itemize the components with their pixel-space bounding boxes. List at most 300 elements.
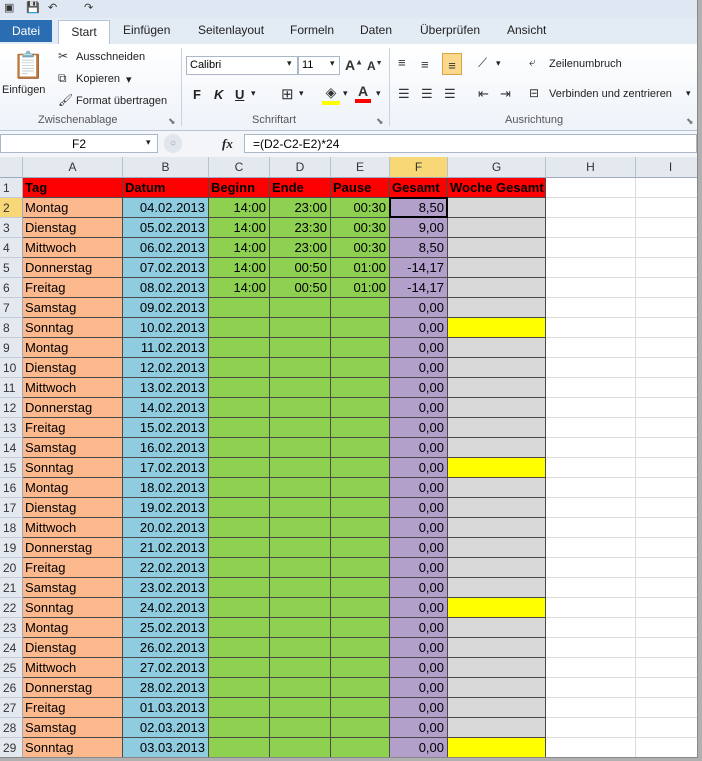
wrap-text-button[interactable]: Zeilenumbruch [549, 58, 622, 70]
table-cell[interactable]: 00:50 [270, 258, 331, 278]
row-header[interactable]: 20 [0, 558, 23, 578]
row-header[interactable]: 5 [0, 258, 23, 278]
row-header[interactable]: 23 [0, 618, 23, 638]
table-cell[interactable]: 00:30 [331, 198, 390, 218]
paste-button[interactable]: Einfügen [2, 84, 46, 96]
empty-cell[interactable] [636, 438, 698, 458]
align-top-icon[interactable]: ≡ [398, 55, 406, 70]
column-header-a[interactable]: A [23, 157, 123, 178]
row-header[interactable]: 25 [0, 658, 23, 678]
tab-formeln[interactable]: Formeln [290, 23, 335, 37]
row-header[interactable]: 10 [0, 358, 23, 378]
table-cell[interactable]: 0,00 [390, 438, 448, 458]
table-cell[interactable]: Dienstag [23, 358, 123, 378]
empty-cell[interactable] [546, 178, 636, 198]
table-cell[interactable]: 24.02.2013 [123, 598, 209, 618]
row-header[interactable]: 22 [0, 598, 23, 618]
table-cell[interactable]: 28.02.2013 [123, 678, 209, 698]
table-cell[interactable] [448, 478, 546, 498]
table-cell[interactable]: Samstag [23, 718, 123, 738]
row-header[interactable]: 14 [0, 438, 23, 458]
table-cell[interactable] [448, 198, 546, 218]
table-cell[interactable]: Freitag [23, 278, 123, 298]
empty-cell[interactable] [636, 198, 698, 218]
table-cell[interactable] [331, 618, 390, 638]
row-header[interactable]: 16 [0, 478, 23, 498]
font-name-box[interactable]: Calibri [186, 56, 298, 75]
underline-dropdown-icon[interactable]: ▾ [251, 88, 256, 98]
table-cell[interactable]: 14:00 [209, 278, 270, 298]
empty-cell[interactable] [636, 358, 698, 378]
empty-cell[interactable] [636, 538, 698, 558]
row-header[interactable]: 7 [0, 298, 23, 318]
row-header[interactable]: 24 [0, 638, 23, 658]
empty-cell[interactable] [636, 378, 698, 398]
table-cell[interactable]: Sonntag [23, 318, 123, 338]
table-cell[interactable]: Montag [23, 338, 123, 358]
empty-cell[interactable] [636, 618, 698, 638]
empty-cell[interactable] [546, 578, 636, 598]
italic-button[interactable]: K [214, 87, 224, 102]
table-cell[interactable] [331, 578, 390, 598]
empty-cell[interactable] [636, 298, 698, 318]
column-header-i[interactable]: I [636, 157, 698, 178]
increase-indent-icon[interactable]: ⇥ [500, 86, 511, 101]
table-cell[interactable]: 04.02.2013 [123, 198, 209, 218]
table-cell[interactable] [448, 278, 546, 298]
table-cell[interactable]: 8,50 [390, 238, 448, 258]
redo-icon[interactable]: ↷ [84, 2, 94, 14]
table-cell[interactable] [270, 298, 331, 318]
table-cell[interactable]: 27.02.2013 [123, 658, 209, 678]
table-cell[interactable] [209, 698, 270, 718]
font-launcher-icon[interactable]: ⬊ [376, 116, 384, 126]
table-cell[interactable]: Montag [23, 618, 123, 638]
table-cell[interactable] [270, 558, 331, 578]
table-cell[interactable] [209, 358, 270, 378]
table-cell[interactable] [270, 578, 331, 598]
row-header[interactable]: 6 [0, 278, 23, 298]
empty-cell[interactable] [546, 418, 636, 438]
table-cell[interactable]: 0,00 [390, 458, 448, 478]
column-header-b[interactable]: B [123, 157, 209, 178]
table-cell[interactable] [331, 418, 390, 438]
table-cell[interactable] [209, 618, 270, 638]
empty-cell[interactable] [636, 458, 698, 478]
copy-button[interactable]: Kopieren [76, 73, 121, 85]
table-cell[interactable]: 0,00 [390, 378, 448, 398]
border-dropdown-icon[interactable]: ▾ [299, 88, 304, 98]
table-cell[interactable] [448, 658, 546, 678]
table-cell[interactable]: Samstag [23, 578, 123, 598]
table-cell[interactable] [209, 518, 270, 538]
table-cell[interactable] [270, 538, 331, 558]
table-cell[interactable]: Donnerstag [23, 538, 123, 558]
empty-cell[interactable] [546, 458, 636, 478]
table-cell[interactable] [331, 678, 390, 698]
table-cell[interactable] [448, 618, 546, 638]
row-header[interactable]: 2 [0, 198, 23, 218]
table-cell[interactable]: 07.02.2013 [123, 258, 209, 278]
table-cell[interactable]: 06.02.2013 [123, 238, 209, 258]
empty-cell[interactable] [636, 578, 698, 598]
table-cell[interactable]: 09.02.2013 [123, 298, 209, 318]
table-cell[interactable]: 25.02.2013 [123, 618, 209, 638]
table-cell[interactable] [448, 638, 546, 658]
table-cell[interactable]: 14:00 [209, 238, 270, 258]
row-header[interactable]: 13 [0, 418, 23, 438]
border-icon[interactable]: ⊞ [281, 86, 294, 103]
table-cell[interactable]: Donnerstag [23, 398, 123, 418]
table-cell[interactable] [209, 578, 270, 598]
column-header-h[interactable]: H [546, 157, 636, 178]
align-middle-icon[interactable]: ≡ [421, 57, 429, 72]
table-cell[interactable]: Samstag [23, 298, 123, 318]
row-header[interactable]: 27 [0, 698, 23, 718]
table-cell[interactable]: 14:00 [209, 198, 270, 218]
table-cell[interactable]: 02.03.2013 [123, 718, 209, 738]
empty-cell[interactable] [636, 658, 698, 678]
table-cell[interactable] [209, 738, 270, 758]
empty-cell[interactable] [546, 598, 636, 618]
table-cell[interactable] [448, 538, 546, 558]
header-cell[interactable]: Woche Gesamt [448, 178, 546, 198]
empty-cell[interactable] [546, 298, 636, 318]
empty-cell[interactable] [546, 198, 636, 218]
row-header[interactable]: 21 [0, 578, 23, 598]
table-cell[interactable] [448, 338, 546, 358]
fill-color-icon[interactable]: ◈ [322, 84, 340, 105]
empty-cell[interactable] [636, 238, 698, 258]
table-cell[interactable]: 03.03.2013 [123, 738, 209, 758]
tab-seitenlayout[interactable]: Seitenlayout [198, 23, 265, 37]
empty-cell[interactable] [546, 558, 636, 578]
table-cell[interactable] [270, 398, 331, 418]
table-cell[interactable] [448, 238, 546, 258]
table-cell[interactable] [331, 438, 390, 458]
table-cell[interactable] [209, 418, 270, 438]
table-cell[interactable] [331, 658, 390, 678]
empty-cell[interactable] [546, 658, 636, 678]
table-cell[interactable] [331, 738, 390, 758]
empty-cell[interactable] [636, 518, 698, 538]
empty-cell[interactable] [636, 218, 698, 238]
table-cell[interactable]: -14,17 [390, 258, 448, 278]
table-cell[interactable] [209, 718, 270, 738]
table-cell[interactable]: 15.02.2013 [123, 418, 209, 438]
cut-button[interactable]: Ausschneiden [76, 51, 146, 63]
table-cell[interactable]: 0,00 [390, 558, 448, 578]
header-cell[interactable]: Gesamt [390, 178, 448, 198]
empty-cell[interactable] [546, 278, 636, 298]
table-cell[interactable]: 01:00 [331, 258, 390, 278]
decrease-indent-icon[interactable]: ⇤ [478, 86, 489, 101]
row-header[interactable]: 3 [0, 218, 23, 238]
table-cell[interactable]: Sonntag [23, 738, 123, 758]
empty-cell[interactable] [546, 258, 636, 278]
table-cell[interactable] [209, 338, 270, 358]
table-cell[interactable] [448, 498, 546, 518]
table-cell[interactable]: 01:00 [331, 278, 390, 298]
table-cell[interactable] [270, 718, 331, 738]
table-cell[interactable] [331, 378, 390, 398]
table-cell[interactable] [448, 318, 546, 338]
table-cell[interactable]: 18.02.2013 [123, 478, 209, 498]
empty-cell[interactable] [546, 438, 636, 458]
table-cell[interactable] [331, 698, 390, 718]
table-cell[interactable] [448, 558, 546, 578]
table-cell[interactable]: 10.02.2013 [123, 318, 209, 338]
table-cell[interactable]: 0,00 [390, 418, 448, 438]
empty-cell[interactable] [546, 698, 636, 718]
table-cell[interactable] [331, 538, 390, 558]
table-cell[interactable] [209, 298, 270, 318]
table-cell[interactable] [209, 658, 270, 678]
table-cell[interactable] [448, 218, 546, 238]
empty-cell[interactable] [636, 478, 698, 498]
align-right-icon[interactable]: ☰ [444, 86, 456, 101]
table-cell[interactable] [270, 438, 331, 458]
align-bottom-icon[interactable]: ≡ [442, 53, 462, 75]
table-cell[interactable] [209, 538, 270, 558]
empty-cell[interactable] [546, 678, 636, 698]
table-cell[interactable]: 0,00 [390, 578, 448, 598]
empty-cell[interactable] [546, 218, 636, 238]
table-cell[interactable]: Dienstag [23, 498, 123, 518]
empty-cell[interactable] [636, 678, 698, 698]
table-cell[interactable] [331, 338, 390, 358]
row-header[interactable]: 8 [0, 318, 23, 338]
table-cell[interactable]: 23:30 [270, 218, 331, 238]
table-cell[interactable] [331, 518, 390, 538]
table-cell[interactable] [209, 498, 270, 518]
table-cell[interactable]: 22.02.2013 [123, 558, 209, 578]
table-cell[interactable]: Montag [23, 198, 123, 218]
alignment-launcher-icon[interactable]: ⬊ [686, 116, 694, 126]
table-cell[interactable]: 00:30 [331, 238, 390, 258]
font-color-dropdown-icon[interactable]: ▾ [376, 88, 381, 98]
table-cell[interactable] [448, 398, 546, 418]
table-cell[interactable] [331, 638, 390, 658]
empty-cell[interactable] [546, 718, 636, 738]
align-center-icon[interactable]: ☰ [421, 86, 433, 101]
column-header-c[interactable]: C [209, 157, 270, 178]
table-cell[interactable]: 8,50 [390, 198, 448, 218]
table-cell[interactable]: 14:00 [209, 218, 270, 238]
table-cell[interactable]: 0,00 [390, 338, 448, 358]
row-header[interactable]: 26 [0, 678, 23, 698]
header-cell[interactable]: Beginn [209, 178, 270, 198]
empty-cell[interactable] [636, 278, 698, 298]
tab-start[interactable]: Start [58, 20, 110, 45]
table-cell[interactable]: Freitag [23, 558, 123, 578]
table-cell[interactable]: 0,00 [390, 738, 448, 758]
table-cell[interactable]: 11.02.2013 [123, 338, 209, 358]
table-cell[interactable]: 0,00 [390, 658, 448, 678]
table-cell[interactable]: 0,00 [390, 318, 448, 338]
tab-daten[interactable]: Daten [360, 23, 393, 37]
row-header[interactable]: 29 [0, 738, 23, 758]
table-cell[interactable]: 0,00 [390, 538, 448, 558]
empty-cell[interactable] [636, 398, 698, 418]
table-cell[interactable]: Mittwoch [23, 518, 123, 538]
table-cell[interactable] [270, 658, 331, 678]
table-cell[interactable]: Dienstag [23, 638, 123, 658]
header-cell[interactable]: Pause [331, 178, 390, 198]
table-cell[interactable]: 05.02.2013 [123, 218, 209, 238]
empty-cell[interactable] [546, 338, 636, 358]
row-header[interactable]: 17 [0, 498, 23, 518]
font-size-box[interactable]: 11 [298, 56, 340, 75]
table-cell[interactable] [448, 698, 546, 718]
table-cell[interactable]: Mittwoch [23, 658, 123, 678]
table-cell[interactable]: Freitag [23, 418, 123, 438]
table-cell[interactable] [270, 618, 331, 638]
table-cell[interactable]: 0,00 [390, 398, 448, 418]
table-cell[interactable] [270, 498, 331, 518]
table-cell[interactable]: 20.02.2013 [123, 518, 209, 538]
table-cell[interactable] [270, 358, 331, 378]
table-cell[interactable] [209, 478, 270, 498]
column-header-f[interactable]: F [390, 157, 448, 178]
table-cell[interactable]: Dienstag [23, 218, 123, 238]
row-header[interactable]: 11 [0, 378, 23, 398]
table-cell[interactable] [270, 598, 331, 618]
empty-cell[interactable] [636, 418, 698, 438]
formula-bar-cancel-icon[interactable]: ○ [164, 134, 182, 153]
tab-ansicht[interactable]: Ansicht [507, 23, 547, 37]
tab-ueberpruefen[interactable]: Überprüfen [420, 23, 481, 37]
format-painter-button[interactable]: Format übertragen [76, 95, 168, 107]
empty-cell[interactable] [636, 598, 698, 618]
merge-center-button[interactable]: Verbinden und zentrieren [549, 88, 672, 100]
empty-cell[interactable] [546, 398, 636, 418]
table-cell[interactable] [331, 298, 390, 318]
table-cell[interactable] [270, 518, 331, 538]
table-cell[interactable] [209, 378, 270, 398]
table-cell[interactable] [209, 678, 270, 698]
table-cell[interactable] [331, 718, 390, 738]
table-cell[interactable] [270, 318, 331, 338]
table-cell[interactable] [448, 418, 546, 438]
table-cell[interactable]: Freitag [23, 698, 123, 718]
header-cell[interactable]: Datum [123, 178, 209, 198]
table-cell[interactable]: 0,00 [390, 478, 448, 498]
orientation-dropdown-icon[interactable]: ▾ [496, 58, 501, 68]
name-box[interactable]: F2 [0, 134, 158, 153]
table-cell[interactable]: 0,00 [390, 598, 448, 618]
empty-cell[interactable] [546, 378, 636, 398]
select-all-corner[interactable] [0, 157, 23, 178]
table-cell[interactable]: 21.02.2013 [123, 538, 209, 558]
table-cell[interactable]: 0,00 [390, 618, 448, 638]
row-header[interactable]: 1 [0, 178, 23, 198]
table-cell[interactable] [331, 498, 390, 518]
table-cell[interactable] [331, 598, 390, 618]
table-cell[interactable]: 0,00 [390, 718, 448, 738]
table-cell[interactable] [448, 678, 546, 698]
empty-cell[interactable] [636, 698, 698, 718]
font-color-icon[interactable]: A [355, 83, 371, 103]
bold-button[interactable]: F [193, 87, 201, 102]
undo-icon[interactable]: ↶ [48, 2, 58, 14]
table-cell[interactable] [209, 398, 270, 418]
copy-dropdown-icon[interactable]: ▾ [126, 74, 132, 86]
table-cell[interactable]: 14.02.2013 [123, 398, 209, 418]
table-cell[interactable]: 0,00 [390, 698, 448, 718]
table-cell[interactable]: Sonntag [23, 598, 123, 618]
row-header[interactable]: 28 [0, 718, 23, 738]
table-cell[interactable]: Montag [23, 478, 123, 498]
header-cell[interactable]: Ende [270, 178, 331, 198]
table-cell[interactable] [209, 558, 270, 578]
table-cell[interactable]: 17.02.2013 [123, 458, 209, 478]
align-left-icon[interactable]: ☰ [398, 86, 410, 101]
empty-cell[interactable] [546, 478, 636, 498]
table-cell[interactable] [448, 518, 546, 538]
table-cell[interactable] [448, 438, 546, 458]
empty-cell[interactable] [636, 498, 698, 518]
table-cell[interactable]: Sonntag [23, 458, 123, 478]
empty-cell[interactable] [546, 638, 636, 658]
empty-cell[interactable] [546, 358, 636, 378]
table-cell[interactable]: 16.02.2013 [123, 438, 209, 458]
row-header[interactable]: 4 [0, 238, 23, 258]
column-header-g[interactable]: G [448, 157, 546, 178]
empty-cell[interactable] [636, 558, 698, 578]
table-cell[interactable]: 08.02.2013 [123, 278, 209, 298]
table-cell[interactable] [448, 458, 546, 478]
table-cell[interactable] [270, 738, 331, 758]
table-cell[interactable] [270, 638, 331, 658]
tab-einfuegen[interactable]: Einfügen [123, 23, 171, 37]
header-cell[interactable]: Tag [23, 178, 123, 198]
table-cell[interactable]: 23:00 [270, 198, 331, 218]
merge-dropdown-icon[interactable]: ▾ [686, 88, 691, 98]
formula-input[interactable]: =(D2-C2-E2)*24 [244, 134, 697, 153]
table-cell[interactable]: 0,00 [390, 518, 448, 538]
empty-cell[interactable] [636, 318, 698, 338]
table-cell[interactable] [448, 718, 546, 738]
clipboard-launcher-icon[interactable]: ⬊ [168, 116, 176, 126]
table-cell[interactable] [448, 358, 546, 378]
table-cell[interactable]: 13.02.2013 [123, 378, 209, 398]
table-cell[interactable] [331, 478, 390, 498]
table-cell[interactable] [270, 678, 331, 698]
table-cell[interactable]: 26.02.2013 [123, 638, 209, 658]
orientation-icon[interactable]: ⟋ [478, 55, 488, 70]
empty-cell[interactable] [636, 638, 698, 658]
insert-function-icon[interactable]: fx [222, 136, 233, 151]
table-cell[interactable]: 19.02.2013 [123, 498, 209, 518]
column-header-d[interactable]: D [270, 157, 331, 178]
shrink-font-icon[interactable]: A▼ [367, 59, 383, 73]
table-cell[interactable] [270, 458, 331, 478]
row-header[interactable]: 19 [0, 538, 23, 558]
table-cell[interactable]: 23:00 [270, 238, 331, 258]
table-cell[interactable]: 23.02.2013 [123, 578, 209, 598]
table-cell[interactable] [270, 478, 331, 498]
table-cell[interactable]: 0,00 [390, 678, 448, 698]
table-cell[interactable]: 01.03.2013 [123, 698, 209, 718]
table-cell[interactable] [331, 318, 390, 338]
underline-button[interactable]: U [235, 87, 245, 102]
table-cell[interactable]: Mittwoch [23, 238, 123, 258]
table-cell[interactable] [209, 598, 270, 618]
column-header-e[interactable]: E [331, 157, 390, 178]
table-cell[interactable]: 9,00 [390, 218, 448, 238]
table-cell[interactable] [270, 378, 331, 398]
